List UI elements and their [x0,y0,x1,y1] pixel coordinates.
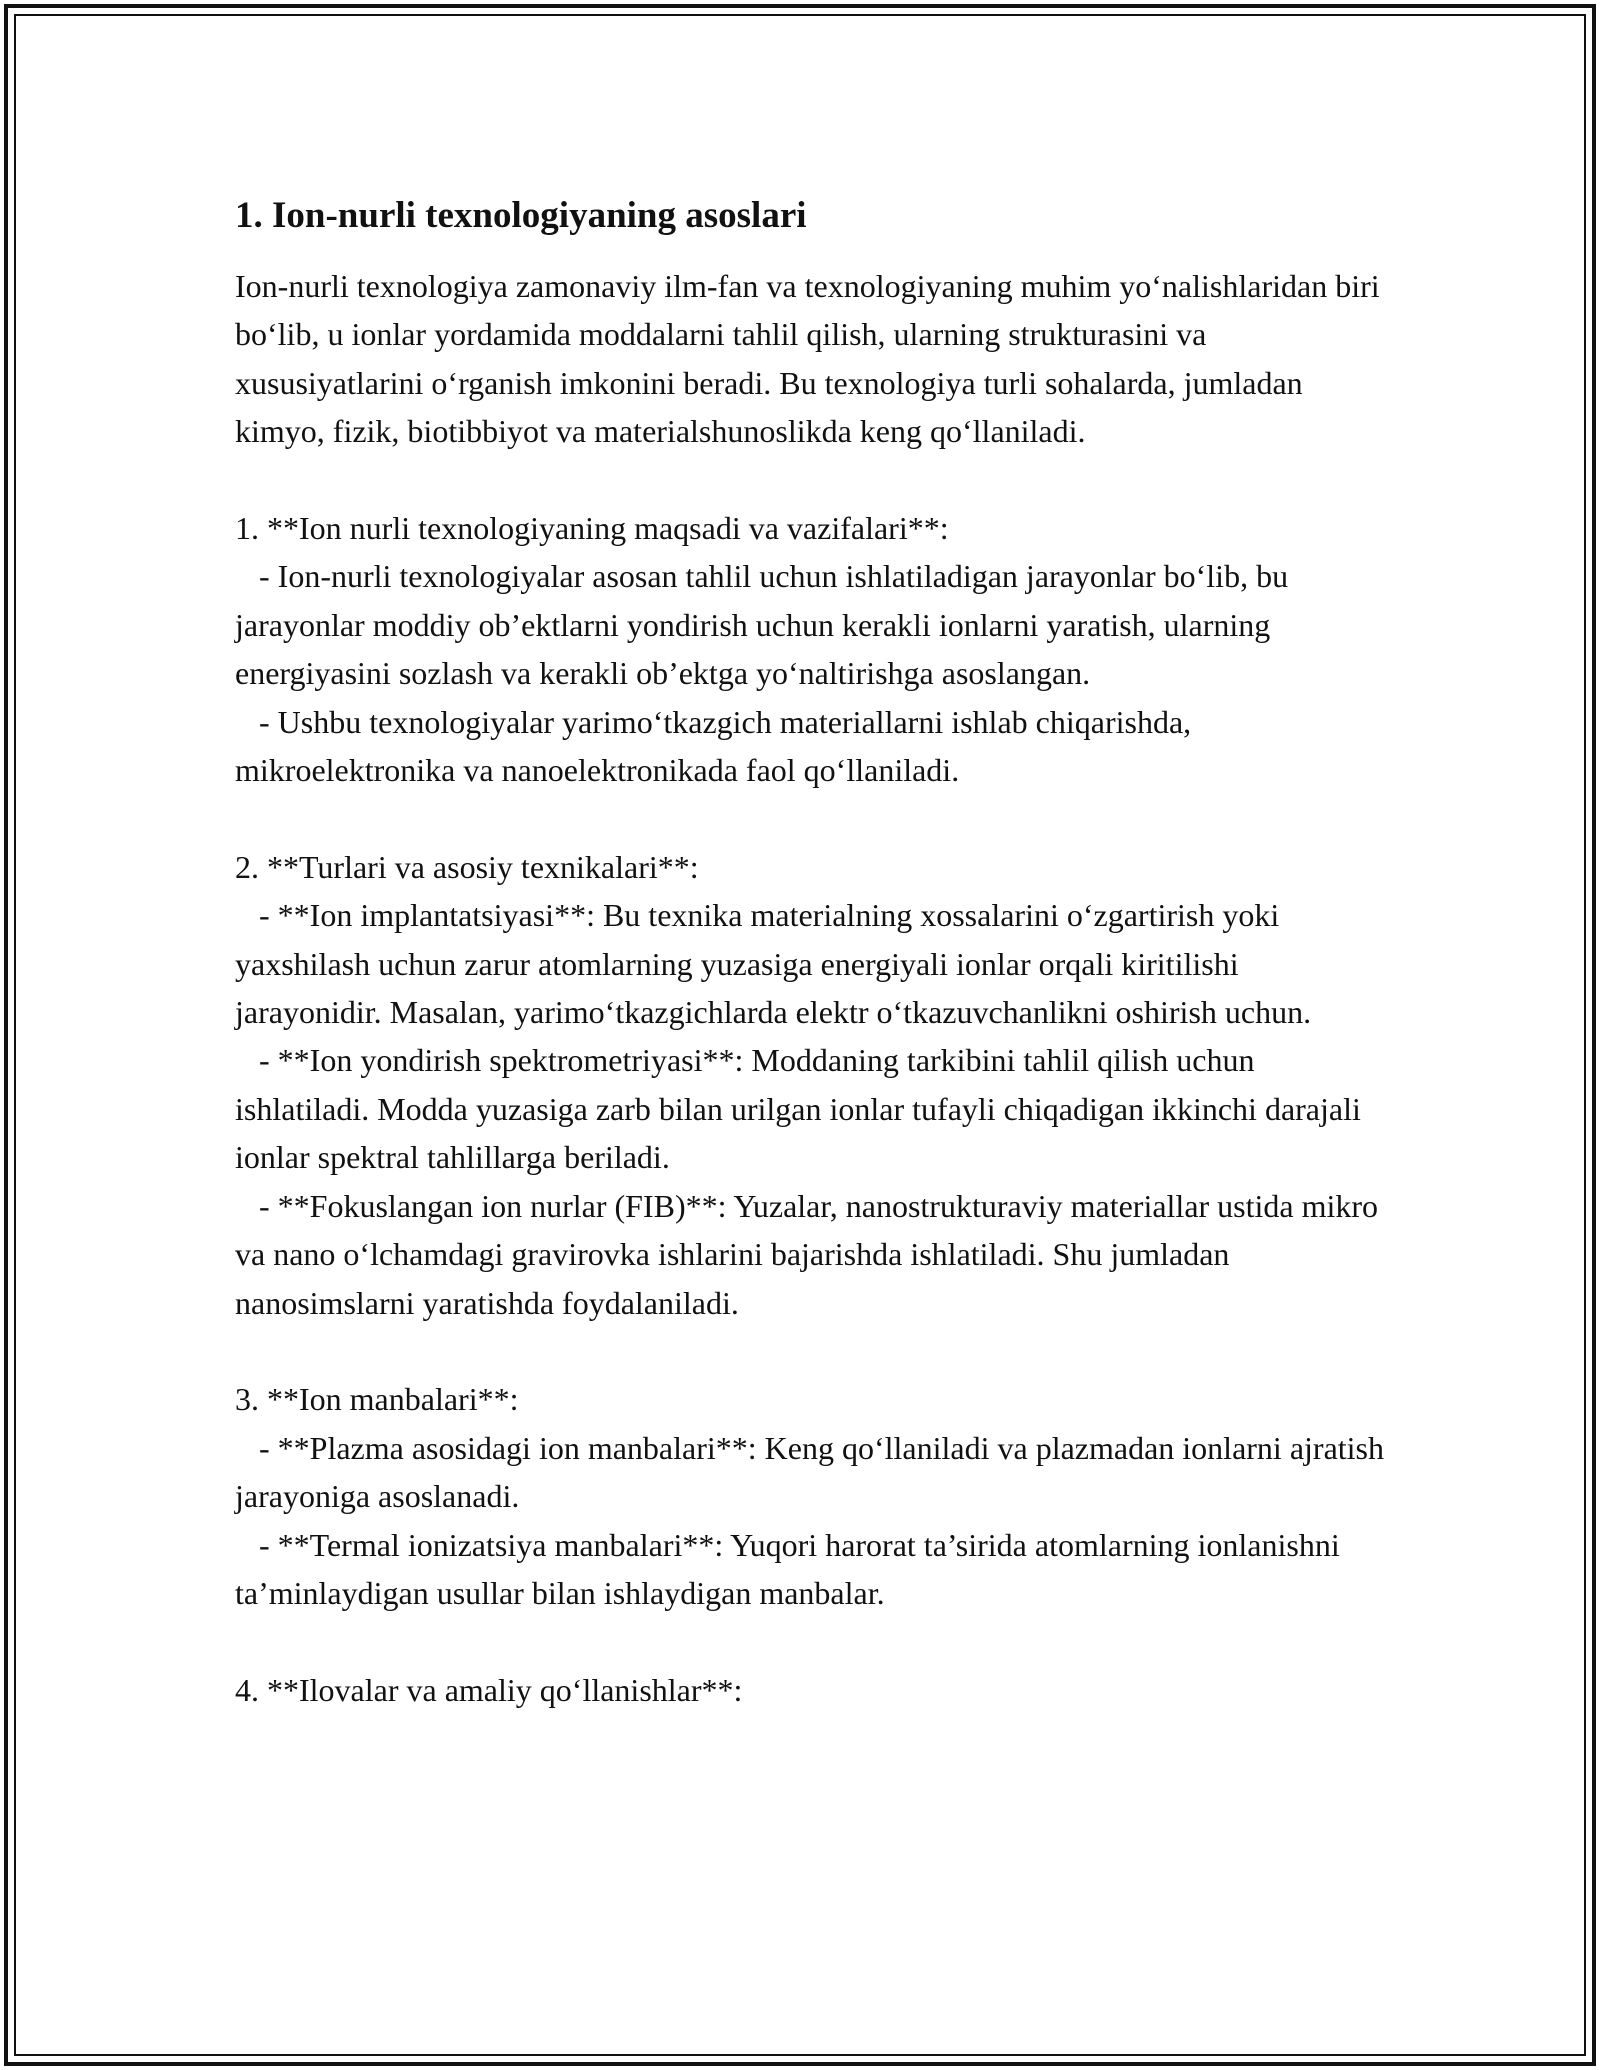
section-3-item-2: - **Termal ionizatsiya manbalari**: Yuqori harorat ta’sirida atomlarning ionlanishni ta’minlaydigan usullar bilan ishlaydigan manbalar. [235,1526,1348,1611]
section-3-item-1: - **Plazma asosidagi ion manbalari**: Keng qo‘llaniladi va plazmadan ionlarni ajratish jarayoniga asoslanadi. [235,1429,1392,1515]
section-3-title: 3. **Ion manbalari**: [235,1381,519,1418]
section-2-item-3: - **Fokuslangan ion nurlar (FIB)**: Yuzalar, nanostrukturaviy materiallar ustida mikro va nano o‘lchamdagi gravirovka ishlarini bajarishda ishlatiladi. Shu jumladan nanosimslarni yaratishda foydalaniladi. [235,1187,1387,1321]
spacer [235,1617,1385,1665]
spacer [235,794,1385,842]
section-1-item-2: - Ushbu texnologiyalar yarimo‘tkazgich materiallarni ishlab chiqarishda, mikroelektronika va nanoelektronikada faol qo‘llaniladi. [235,703,1200,789]
section-1-title: 1. **Ion nurli texnologiyaning maqsadi va vazifalari**: [235,510,949,547]
document-body [235,190,1392,1714]
spacer [235,456,1385,504]
section-4-title: 4. **Ilovalar va amaliy qo‘llanishlar**: [235,1671,743,1708]
section-2-item-1: - **Ion implantatsiyasi**: Bu texnika materialning xossalarini o‘zgartirish yoki yaxshilash uchun zarur atomlarning yuzasiga energiyali ionlar orqali kiritilishi jarayonidir. Masalan, yarimo‘tkazgichlarda elektr o‘tkazuvchanlikni oshirish uchun. [235,897,1312,1031]
document-heading: 1. Ion-nurli texnologiyaning asoslari [235,195,807,236]
spacer [235,1327,1385,1375]
intro-paragraph: Ion-nurli texnologiya zamonaviy ilm-fan va texnologiyaning muhim yo‘nalishlaridan biri bo‘lib, u ionlar yordamida moddalarni tahlil qilish, ularning strukturasini va xususiyatlarini o‘rganish imkonini beradi. Bu texnologiya turli sohalarda, jumladan kimyo, fizik, biotibbiyot va materialshunoslikda keng qo‘llaniladi. [235,268,1388,450]
section-1-item-1: - Ion-nurli texnologiyalar asosan tahlil uchun ishlatiladigan jarayonlar bo‘lib, bu jarayonlar moddiy ob’ektlarni yondirish uchun kerakli ionlarni yaratish, ularning energiyasini sozlash va kerakli ob’ektga yo‘naltirishga asoslangan. [235,558,1297,692]
section-2-item-2: - **Ion yondirish spektrometriyasi**: Moddaning tarkibini tahlil qilish uchun ishlatiladi. Modda yuzasiga zarb bilan urilgan ionlar tufayli chiqadigan ikkinchi darajali ionlar spektral tahlillarga beriladi. [235,1042,1369,1176]
section-2-title: 2. **Turlari va asosiy texnikalari**: [235,848,699,885]
